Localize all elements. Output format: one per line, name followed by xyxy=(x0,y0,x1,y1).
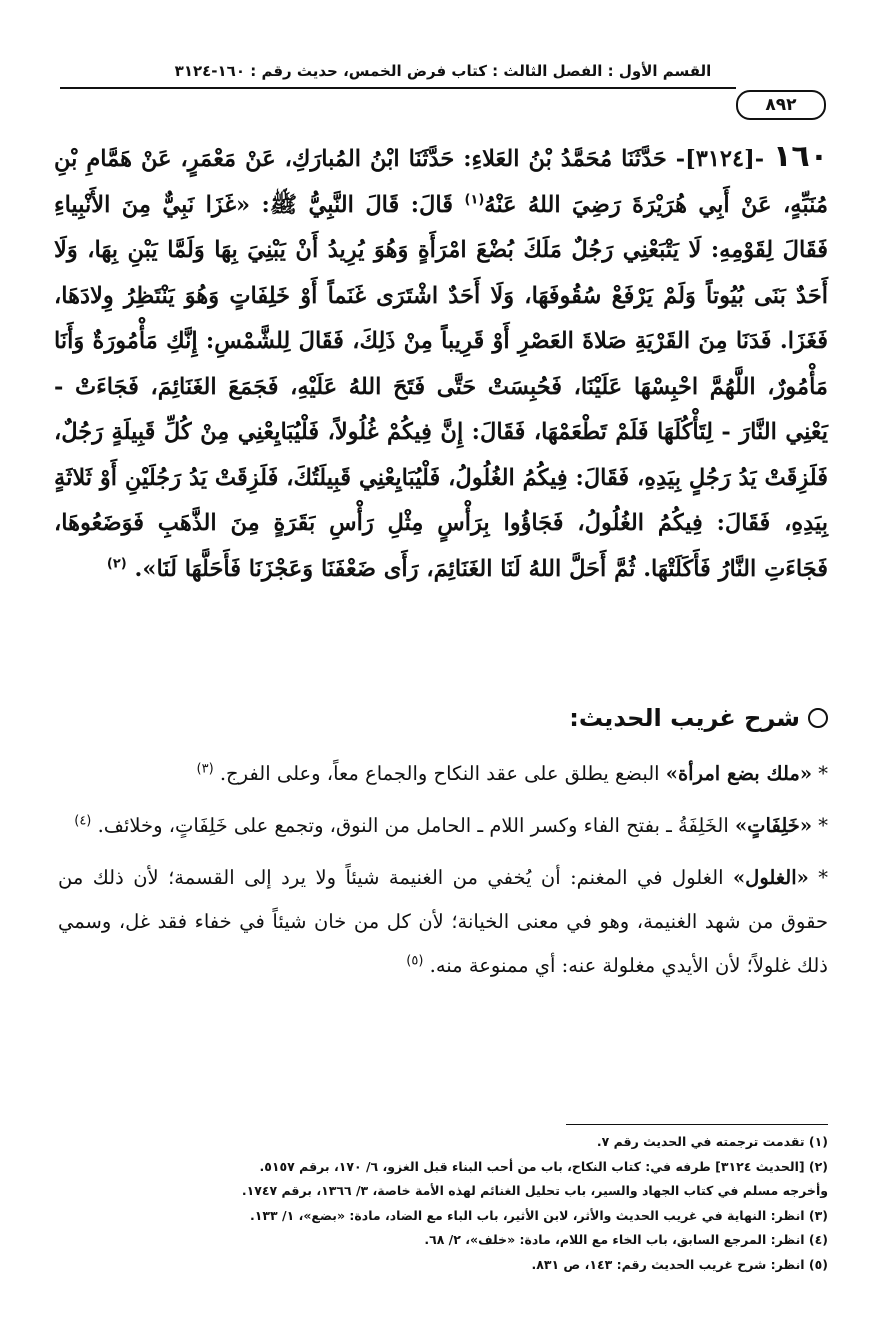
explanation-body: البضع يطلق على عقد النكاح والجماع معاً، وعلى الفرج. xyxy=(219,762,660,785)
footnote-rule xyxy=(566,1124,828,1125)
footnote-3: (٣) انظر: النهاية في غريب الحديث والأثر، لابن الأثير، باب الباء مع الضاد، مادة: «بضع»، ١/ ١٣٣. xyxy=(250,1207,828,1223)
explanation-body: الخَلِفَةُ ـ بفتح الفاء وكسر اللام ـ الحامل من النوق، وتجمع على خَلِفَاتٍ، وخلائف. xyxy=(97,814,729,837)
footnote-1: (١) تقدمت ترجمته في الحديث رقم ٧. xyxy=(596,1134,828,1149)
footnote-marker-5: (٥) xyxy=(406,953,424,969)
footnotes xyxy=(58,1130,828,1277)
circle-bullet-icon xyxy=(808,708,828,728)
footnote-marker-2: (٢) xyxy=(106,556,127,571)
hadith-chain: حَدَّثَنَا مُحَمَّدُ بْنُ العَلاءِ: حَدَّثَنَا ابْنُ المُبارَكِ، عَنْ مَعْمَرٍ، عَنْ هَمَّامِ بْنِ مُنَبِّهٍ، عَنْ أَبِي هُرَيْرَةَ رَضِيَ اللهُ عَنْهُ xyxy=(54,146,828,218)
footnote-marker-1: (١) xyxy=(464,192,485,207)
explanation-item xyxy=(58,804,828,848)
hadith-body: قَالَ: قَالَ النَّبِيُّ ﷺ: «غَزَا نَبِيٌّ مِنَ الأَنْبِياءِ فَقَالَ لِقَوْمِهِ: لَا يَتْبَعْنِي رَجُلٌ مَلَكَ بُضْعَ امْرَأَةٍ وَهُوَ يُرِيدُ أَنْ يَبْنِيَ بِهَا وَلَمَّا يَبْنِ بِهَا، وَلَا أَحَدٌ بَنَى بُيُوتاً وَلَمْ يَرْفَعْ سُقُوفَهَا، وَلَا أَحَدٌ اشْتَرَى غَنَماً أَوْ خَلِفَاتٍ وَهُوَ يَنْتَظِرُ وِلادَهَا، فَغَزَا. فَدَنَا مِنَ القَرْيَةِ صَلاةَ العَصْرِ أَوْ قَرِيباً مِنْ ذَلِكَ، فَقَالَ لِلشَّمْسِ: إِنَّكِ مَأْمُورَةٌ وَأَنَا مَأْمُورٌ، اللَّهُمَّ احْبِسْهَا عَلَيْنَا، فَحُبِسَتْ حَتَّى فَتَحَ اللهُ عَلَيْهِ، فَجَمَعَ الغَنَائِمَ، فَجَاءَتْ - يَعْنِي النَّارَ - لِتَأْكُلَهَا فَلَمْ تَطْعَمْهَا، فَقَالَ: إِنَّ فِيكُمْ غُلُولاً، فَلْيُبَايِعْنِي مِنْ كُلِّ قَبِيلَةٍ رَجُلٌ، فَلَزِقَتْ يَدُ رَجُلٍ بِيَدِهِ، فَقَالَ: فِيكُمُ الغُلُولُ، فَلْيُبَايِعْنِي قَبِيلَتُكَ، فَلَزِقَتْ يَدُ رَجُلَيْنِ أَوْ ثَلاثَةٍ بِيَدِهِ، فَقَالَ: فِيكُمُ الغُلُولُ، فَجَاؤُوا بِرَأْسٍ مِثْلِ رَأْسِ بَقَرَةٍ مِنَ الذَّهَبِ فَوَضَعُوهَا، فَجَاءَتِ النَّارُ فَأَكَلَتْهَا. ثُمَّ أَحَلَّ اللهُ لَنَا الغَنَائِمَ، رَأَى ضَعْفَنَا وَعَجْزَنَا فَأَحَلَّهَا لَنَا». xyxy=(54,191,828,582)
running-header: القسم الأول : الفصل الثالث : كتاب فرض الخمس، حديث رقم : ١٦٠-٣١٢٤ xyxy=(174,62,712,80)
page-number: ٨٩٢ xyxy=(736,90,826,120)
header-rule xyxy=(60,87,736,89)
explanation-term: «الغلول» xyxy=(732,866,809,889)
explanation-term: «خَلِفَاتٍ» xyxy=(734,814,813,837)
footnote-2: (٢) [الحديث ٣١٢٤] طرفه في: كتاب النكاح، باب من أحب البناء قبل الغزو، ٦/ ١٧٠، برقم ٥١٥٧. xyxy=(259,1158,828,1174)
hadith-text xyxy=(54,134,828,592)
hadith-reference: -[٣١٢٤]- xyxy=(675,146,765,172)
hadith-number: ١٦٠ xyxy=(773,139,829,174)
explanations xyxy=(58,752,828,996)
section-title-text: شرح غريب الحديث: xyxy=(569,704,800,732)
star-icon: * xyxy=(818,814,828,837)
explanation-body: الغلول في المغنم: أن يُخفي من الغنيمة شيئاً ولا يرد إلى القسمة؛ لأن ذلك من حقوق من شهد الغنيمة، وهو في معنى الخيانة؛ لأن كل من خان شيئاً في خفاء فقد غل، وسمي ذلك غلولاً؛ لأن الأيدي مغلولة عنه: أي ممنوعة منه. xyxy=(58,866,828,977)
footnote-2-continued: وأخرجه مسلم في كتاب الجهاد والسير، باب تحليل الغنائم لهذه الأمة خاصة، ٣/ ١٣٦٦، برقم ١٧٤٧. xyxy=(241,1183,828,1198)
explanation-item xyxy=(58,752,828,796)
footnote-4: (٤) انظر: المرجع السابق، باب الخاء مع اللام، مادة: «خلف»، ٢/ ٦٨. xyxy=(424,1232,828,1247)
footnote-5: (٥) انظر: شرح غريب الحديث رقم: ١٤٣، ص ٨٣١. xyxy=(531,1256,828,1272)
explanation-item xyxy=(58,856,828,988)
section-title xyxy=(569,704,828,732)
footnote-marker-4: (٤) xyxy=(74,813,92,829)
footnote-marker-3: (٣) xyxy=(196,761,214,777)
star-icon: * xyxy=(818,762,828,785)
explanation-term: «ملك بضع امرأة» xyxy=(665,762,813,785)
star-icon: * xyxy=(818,866,829,889)
